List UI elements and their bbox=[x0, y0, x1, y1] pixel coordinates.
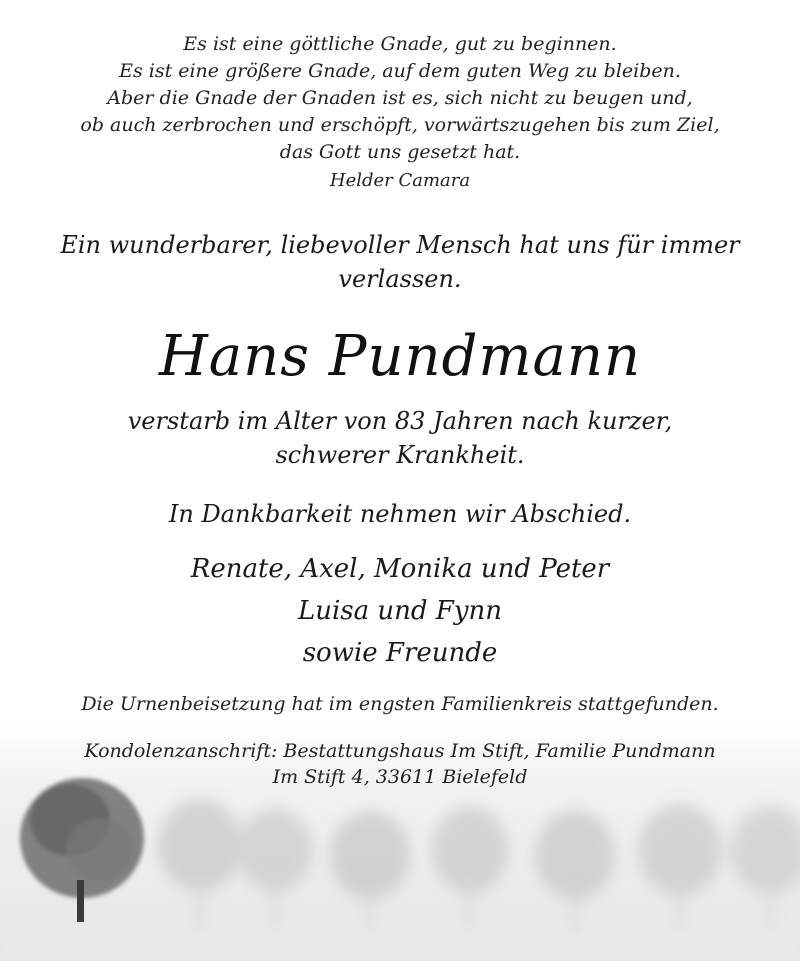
intro-line: verlassen. bbox=[338, 265, 462, 293]
quote-block bbox=[0, 31, 800, 166]
funeral-note: Die Urnenbeisetzung hat im engsten Familienkreis stattgefunden. bbox=[81, 693, 719, 715]
death-notice bbox=[0, 404, 800, 472]
deceased-name: Hans Pundmann bbox=[158, 324, 642, 389]
address-line: Kondolenzanschrift: Bestattungshaus Im Stift, Familie Pundmann bbox=[84, 740, 716, 762]
quote-author: Helder Camara bbox=[329, 170, 471, 191]
quote-line: Aber die Gnade der Gnaden ist es, sich nicht zu beugen und, bbox=[107, 87, 693, 109]
quote-line: ob auch zerbrochen und erschöpft, vorwärtszugehen bis zum Ziel, bbox=[80, 114, 720, 136]
mourner-line: Luisa und Fynn bbox=[297, 596, 503, 626]
quote-line: Es ist eine göttliche Gnade, gut zu beginnen. bbox=[183, 33, 617, 55]
address-line: Im Stift 4, 33611 Bielefeld bbox=[272, 766, 528, 788]
mourner-line: Renate, Axel, Monika und Peter bbox=[190, 554, 610, 584]
quote-line: das Gott uns gesetzt hat. bbox=[279, 141, 521, 163]
mourner-line: sowie Freunde bbox=[302, 638, 498, 668]
condolence-address bbox=[0, 738, 800, 790]
mourners-list bbox=[0, 548, 800, 674]
quote-line: Es ist eine größere Gnade, auf dem guten Weg zu bleiben. bbox=[119, 60, 681, 82]
death-line: verstarb im Alter von 83 Jahren nach kurzer, bbox=[127, 407, 673, 435]
death-line: schwerer Krankheit. bbox=[275, 441, 525, 469]
intro-line: Ein wunderbarer, liebevoller Mensch hat uns für immer bbox=[60, 231, 740, 259]
farewell-text: In Dankbarkeit nehmen wir Abschied. bbox=[168, 500, 632, 528]
intro-text bbox=[0, 228, 800, 296]
